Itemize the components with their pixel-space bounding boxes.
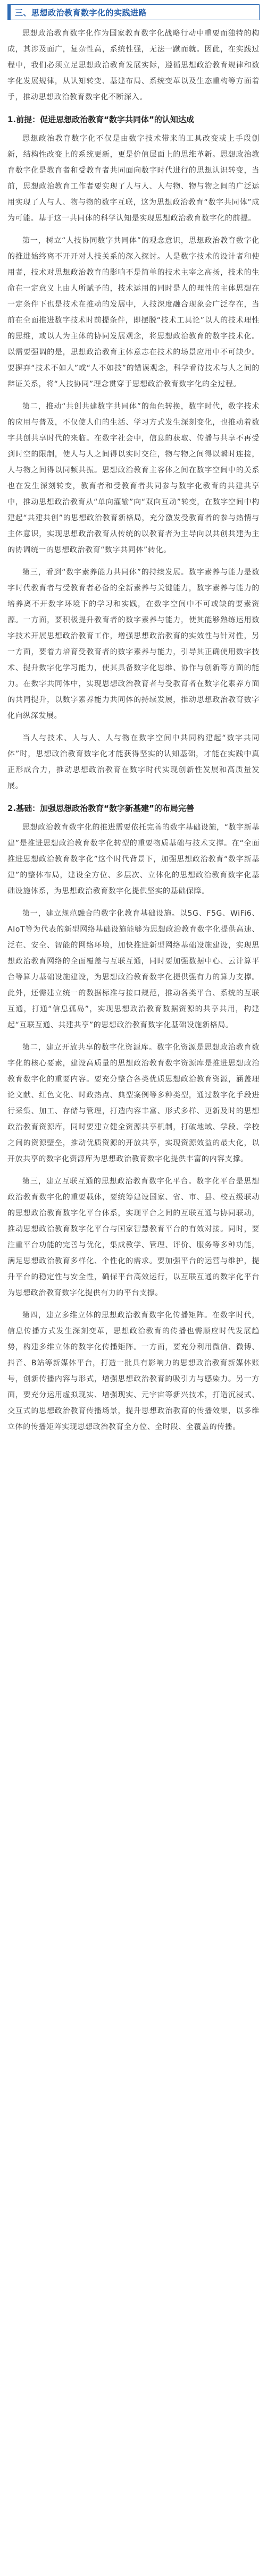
section-heading [7, 4, 260, 20]
subheading: 2.基础：加强思想政治教育“数字新基建”的布局完善 [7, 804, 194, 813]
paragraph: 第四，建立多维立体的思想政治教育数字化传播矩阵。在数字时代，信息传播方式发生深刻变革，思想政治教育的传播也需顺应时代发展趋势，构建多维立体的数字化传播矩阵。一方面，要充分利用微信、微博、抖音、B站等新媒体平台，打造一批具有影响力的思想政治教育新媒体账号，创新传播内容与形式，增强思想政治教育的吸引力与感染力。另一方面，要充分运用虚拟现实、增强现实、元宇宙等新兴技术，打造沉浸式、交互式的思想政治教育传播场景，提升思想政治教育的传播效果，以多维立体的传播矩阵实现思想政治教育全方位、全时段、全覆盖的传播。 [7, 1311, 260, 1431]
paragraph: 第三，建立互联互通的思想政治教育数字化平台。数字化平台是思想政治教育数字化的重要载体，要统筹建设国家、省、市、县、校五级联动的思想政治教育数字化平台体系，实现平台之间的互联互通与协同联动，推动思想政治教育数字化平台与国家智慧教育平台的有效对接。同时，要注重平台功能的完善与优化，集成教学、管理、评价、服务等多种功能，满足思想政治教育多样化、个性化的需求。要加强平台的运营与维护，提升平台的稳定性与安全性，确保平台高效运行，以互联互通的数字化平台为思想政治教育数字化提供有力的平台支撑。 [7, 1177, 260, 1297]
paragraph: 第三，看到“数字素养能力共同体”的持续发展。数字素养与能力是数字时代教育者与受教育者必备的全新素养与关键能力，数字素养与能力的培养离不开数字环境下的学习和实践，在数字空间中不可或缺的要素资源。一方面，要积极提升教育者的数字素养与能力，使其能够熟练运用数字技术开展思想政治教育工作，增强思想政治教育的实效性与针对性，另一方面，要着力培育受教育者的数字素养与能力，引导其正确使用数字技术、提升数字化学习能力，使其具备数字化思维、协作与创新等方面的能力。在数字共同体中，实现思想政治教育者与受教育者在数字化素养方面的共同提升，以数字素养能力共同体的持续发展，推动思想政治教育数字化向纵深发展。 [7, 568, 260, 720]
paragraph: 第二，推动“共创共建数字共同体”的角色转换，数字时代，数字技术的应用与普及，不仅使人们的生活、学习方式发生深刻变化，也推动着数字共创共享时代的来临。在数字社会中，信息的获取、传播与共享不再受到时空的限制，使人与人之间得以实时交往，物与物之间得以瞬时连接，人与物之间得以同频共振。思想政治教育主客体之间在数字空间中的关系也在发生深刻转变，教育者和受教育者共同参与数字化教育的共建共享中，推动思想政治教育从“单向灌输”向“双向互动”转变，在数字空间中构建起“共建共创”的思想政治教育新格局，充分激发受教育者的参与热情与主体意识，实现思想政治教育从传统的以教育者为主导向以共创共建为主的协调统一的思想政治教育“数字共同体”转化。 [7, 402, 260, 554]
paragraph: 思想政治教育数字化的推进需要依托完善的数字基础设施，“数字新基建”是推进思想政治教育数字化转型的重要物质基础与技术支撑。在“全面推进思想政治教育数字化”这个时代背景下，加强思想政治教育“数字新基建”的整体布局，建设全方位、多层次、立体化的思想政治教育数字化基础设施体系，为思想政治教育数字化提供坚实的基础保障。 [7, 823, 260, 896]
paragraph: 当人与技术、人与人、人与物在数字空间中共同构建起“数字共同体”时，思想政治教育数字化才能获得坚实的认知基础，才能在实践中真正形成合力，推动思想政治教育在数字时代实现创新性发展和高质量发展。 [7, 734, 260, 790]
paragraph: 思想政治教育数字化不仅是由数字技术带来的工具改变或上手段创新，结构性改变上的系统更新，更是价值层面上的思维革新。思想政治教育数字化是教育者和受教育者共同面向数字时代进行的思想认识转变，当前，思想政治教育工作者要实现了人与人、人与物、物与物之间的广泛运用实现了人与人、物与物的数字互联，这为思想政治教育“数字共同体”成为可能。基于这一共同体的科学认知是实现思想政治教育数字化的前提。 [7, 134, 260, 223]
paragraph: 第一，树立“人技协同数字共同体”的观念意识，思想政治教育数字化的推进始终离不开开对人技关系的深入探讨。人是数字技术的设计者和使用者，技术对思想政治教育的影响不是简单的技术主宰之高扬，技术的生命在一定意义上由人所赋予的，技术运用的同时是人的理性的主体思想在一定条件下也是技术在推动的发展中，人技深度融合现象会广泛存在，当前在全面推进数字技术时前提条件，即摆脱“技术工具论”以人的技术理性的思维，或以人为主体的协同发展观念，将思想政治教育的数字技术化。以需要强调的是，思想政治教育主体意志在技术的场景应用中不可缺少。要摒弃“技术不如人”或“人不如技”的错误观念，科学看待技术与人之间的辩证关系，将“人技协同”理念贯穿于思想政治教育数字化的全过程。 [7, 237, 260, 388]
article-body [7, 26, 260, 1435]
paragraph: 第二，建立开放共享的数字化资源库。数字化资源是思想政治教育数字化的核心要素，建设高质量的思想政治教育数字资源库是推进思想政治教育数字化的重要内容。要充分整合各类优质思想政治教育资源，涵盖理论文献、红色文化、时政热点、典型案例等多种类型，通过数字化手段进行采集、加工、存储与管理，打造内容丰富、形式多样、更新及时的思想政治教育资源库，同时要建立健全资源共享机制，打破地域、学段、学校之间的资源壁垒，推动优质资源的开放共享，实现资源效益的最大化，以开放共享的数字化资源库为思想政治教育数字化提供丰富的内容支撑。 [7, 1043, 260, 1163]
section-title: 三、思想政治教育数字化的实践进路 [15, 7, 147, 18]
paragraph: 思想政治教育数字化作为国家教育数字化战略行动中重要而独特的构成，其涉及面广，复杂性高，系统性强，无法一蹴而就。因此，在实践过程中，我们必须立足思想政治教育发展实际，遵循思想政治教育规律和数字化发展规律，从认知转变、基建布局、系统变革以及生态重构等方面着手，推动思想政治教育数字化不断深入。 [7, 29, 260, 102]
heading-accent-bar [7, 5, 11, 20]
subheading: 1.前提：促进思想政治教育“数字共同体”的认知达成 [7, 115, 194, 124]
paragraph: 第一，建立规范融合的数字化教育基础设施。以5G、F5G、WiFi6、AIoT等为代表的新型网络基础设施能够为思想政治教育数字化提供高速、泛在、安全、智能的网络环境，加快推进新型网络基础设施建设，实现思想政治教育网络的全面覆盖与互联互通，同时要加强数据中心、云计算平台等算力基础设施建设，为思想政治教育数字化提供强有力的算力支撑。此外，还需建立统一的数据标准与接口规范，推动各类平台、系统的互联互通，打通“信息孤岛”，实现思想政治教育数据资源的共享共用，构建起“互联互通、共建共享”的思想政治教育数字化基础设施新格局。 [7, 909, 260, 1029]
